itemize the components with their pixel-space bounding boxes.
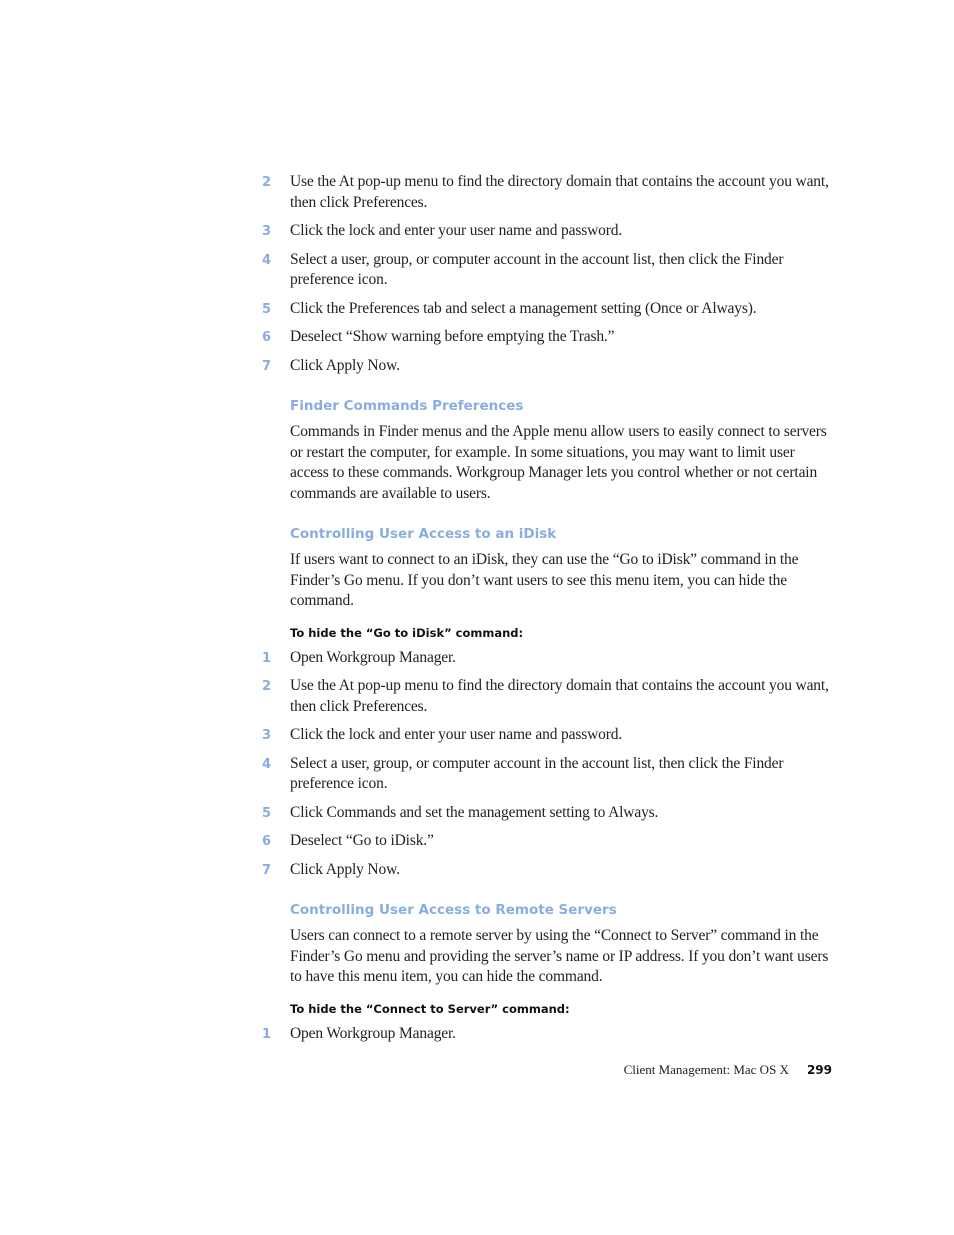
section-body-finder-commands: Commands in Finder menus and the Apple menu allow users to easily connect to servers or restart the computer, for example. In some situations, you may want to limit user access to these commands. Workgroup Manager lets you control whether or not certain commands are available to users. xyxy=(290,423,827,502)
step-text: Click the lock and enter your user name and password. xyxy=(290,222,623,239)
page-footer xyxy=(624,1062,832,1078)
step-number: 2 xyxy=(262,175,272,190)
step-item xyxy=(0,221,840,242)
procedure-heading-idisk: To hide the “Go to iDisk” command: xyxy=(290,625,524,640)
step-item xyxy=(0,860,840,881)
page-content xyxy=(0,172,954,1052)
step-item xyxy=(0,754,840,795)
step-number: 3 xyxy=(262,728,272,743)
step-number: 5 xyxy=(262,805,272,821)
step-item xyxy=(0,356,840,377)
section-heading-finder-commands: Finder Commands Preferences xyxy=(290,398,524,414)
step-number: 4 xyxy=(262,756,272,772)
step-text: Click the Preferences tab and select a management setting (Once or Always). xyxy=(290,299,757,317)
step-text: Open Workgroup Manager. xyxy=(290,648,456,666)
step-text: Deselect “Show warning before emptying the Trash.” xyxy=(290,328,615,345)
step-text: Deselect “Go to iDisk.” xyxy=(290,832,434,849)
step-number: 5 xyxy=(262,301,272,317)
step-text: Select a user, group, or computer account in the account list, then click the Finder preference icon. xyxy=(290,754,784,792)
footer-label: Client Management: Mac OS X xyxy=(623,1062,789,1077)
step-number: 1 xyxy=(262,1026,272,1042)
step-number: 6 xyxy=(262,834,272,849)
step-text: Click Commands and set the management setting to Always. xyxy=(290,803,659,821)
step-text: Use the At pop-up menu to find the directory domain that contains the account you want, then click Preferences. xyxy=(290,677,829,715)
step-item xyxy=(0,299,840,320)
step-number: 2 xyxy=(262,679,272,694)
section-body-remote-servers: Users can connect to a remote server by using the “Connect to Server” command in the Finder’s Go menu and providing the server’s name or IP address. If you don’t want users to have this menu item, you can hide the command. xyxy=(290,927,829,985)
section-heading-remote-servers: Controlling User Access to Remote Servers xyxy=(290,902,617,918)
step-item xyxy=(0,648,840,669)
step-item xyxy=(0,327,840,348)
step-text: Click Apply Now. xyxy=(290,860,400,878)
step-list-a xyxy=(0,172,954,376)
step-list-remote-servers xyxy=(0,1024,954,1045)
step-item xyxy=(0,1024,840,1045)
step-number: 4 xyxy=(262,252,272,268)
step-item xyxy=(0,172,840,213)
step-item xyxy=(0,803,840,824)
step-item xyxy=(0,725,840,746)
step-item xyxy=(0,676,840,717)
step-text: Click Apply Now. xyxy=(290,356,400,374)
step-text: Use the At pop-up menu to find the directory domain that contains the account you want, then click Preferences. xyxy=(290,173,829,211)
step-text: Click the lock and enter your user name and password. xyxy=(290,726,623,743)
step-number: 7 xyxy=(262,862,272,878)
page-number: 299 xyxy=(806,1063,832,1077)
step-number: 3 xyxy=(262,224,272,239)
step-number: 1 xyxy=(262,650,272,666)
step-item xyxy=(0,250,840,291)
section-heading-idisk: Controlling User Access to an iDisk xyxy=(290,526,557,542)
step-text: Select a user, group, or computer account in the account list, then click the Finder preference icon. xyxy=(290,250,784,288)
section-body-idisk: If users want to connect to an iDisk, they can use the “Go to iDisk” command in the Finder’s Go menu. If you don’t want users to see this menu item, you can hide the command. xyxy=(290,551,799,609)
step-text: Open Workgroup Manager. xyxy=(290,1024,456,1042)
procedure-heading-remote-servers: To hide the “Connect to Server” command: xyxy=(290,1001,570,1016)
step-item xyxy=(0,831,840,852)
step-list-idisk xyxy=(0,648,954,881)
step-number: 7 xyxy=(262,358,272,374)
step-number: 6 xyxy=(262,330,272,345)
